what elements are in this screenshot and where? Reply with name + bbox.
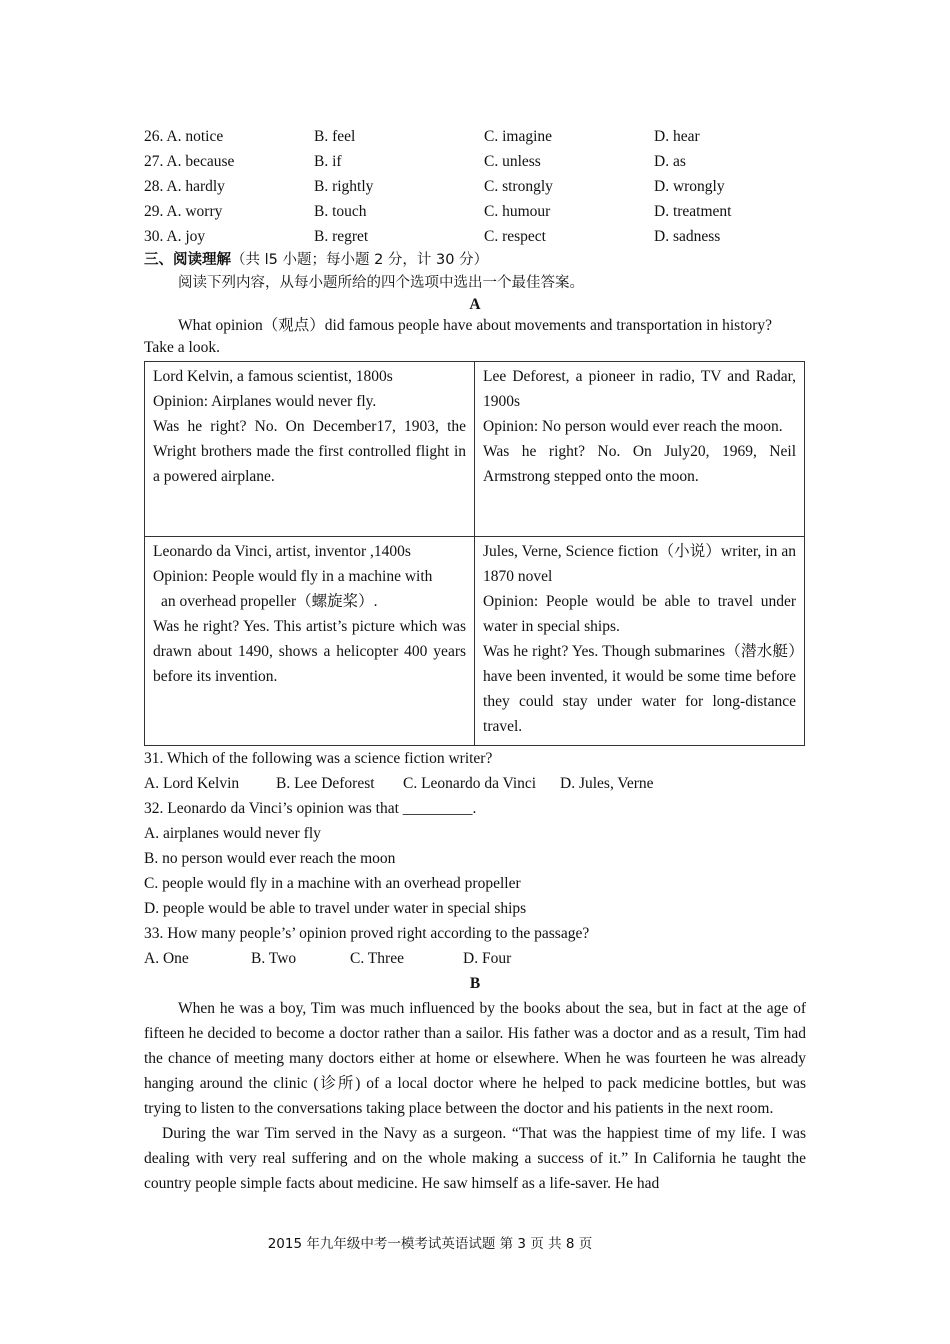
answer-option: B. Two [251, 950, 297, 967]
cell-line: Leonardo da Vinci, artist, inventor ,1400s [153, 543, 411, 560]
cell-lee-deforest [475, 362, 805, 537]
option-row-30 [144, 224, 806, 249]
option-d: D. hear [654, 128, 700, 145]
option-c: C. unless [484, 153, 541, 170]
cloze-options [144, 124, 806, 249]
opinions-table [144, 361, 805, 746]
option-row-29 [144, 199, 806, 224]
answer-option: C. people would fly in a machine with an overhead propeller [144, 875, 521, 892]
cell-line: Was he right? No. On December17, 1903, the Wright brothers made the first controlled flight in a powered airplane. [153, 418, 467, 485]
cell-leonardo-da-vinci [145, 537, 475, 746]
option-row-28 [144, 174, 806, 199]
option-a: 26. A. notice [144, 128, 224, 145]
section-title-bold: 三、阅读理解 [144, 252, 231, 268]
option-c: C. humour [484, 203, 551, 220]
option-c: C. imagine [484, 128, 553, 145]
answer-option: C. Three [350, 950, 404, 967]
cell-line: an overhead propeller（螺旋桨）. [161, 593, 378, 610]
question-33: 33. How many people’s’ opinion proved right according to the passage? [144, 925, 590, 942]
question-33-options [144, 946, 806, 971]
option-b: B. rightly [314, 178, 374, 195]
answer-option: B. no person would ever reach the moon [144, 850, 396, 867]
passage-b-paragraph-1: When he was a boy, Tim was much influenced by the books about the sea, but in fact at the age of fifteen he decided to become a doctor rather than a sailor. His father was a doctor and as a result, Tim had the chance of meeting many doctors either at home or elsewhere. When he was fourteen he was already hanging around the clinic (诊所) of a local doctor where he helped to pack medicine bottles, but was trying to listen to the conversations taking place between the doctor and his patients in the next room. [144, 1000, 806, 1117]
section-title [144, 249, 806, 271]
option-a: 27. A. because [144, 153, 235, 170]
page-footer: 2015 年九年级中考一模考试英语试题 第 3 页 共 8 页 [267, 1236, 593, 1252]
answer-option: B. Lee Deforest [276, 775, 375, 792]
cell-line: Lord Kelvin, a famous scientist, 1800s [153, 368, 393, 385]
passage-a-intro [144, 315, 806, 359]
cell-lord-kelvin [145, 362, 475, 537]
option-c: C. strongly [484, 178, 553, 195]
option-d: D. sadness [654, 228, 721, 245]
option-a: 30. A. joy [144, 228, 206, 245]
table-row [145, 362, 805, 537]
option-d: D. as [654, 153, 686, 170]
question-32: 32. Leonardo da Vinci’s opinion was that _________. [144, 800, 477, 817]
answer-option: A. airplanes would never fly [144, 825, 321, 842]
intro-line-1: What opinion（观点）did famous people have about movements and transportation in history? [178, 317, 773, 334]
option-row-26 [144, 124, 806, 149]
cell-line: Was he right? Yes. This artist’s picture which was drawn about 1490, shows a helicopter 400 years before its invention. [153, 618, 467, 685]
option-d: D. treatment [654, 203, 732, 220]
option-b: B. if [314, 153, 342, 170]
answer-option: D. Jules, Verne [560, 775, 654, 792]
answer-option: A. Lord Kelvin [144, 775, 240, 792]
cell-line: Was he right? Yes. Though submarines（潜水艇）have been invented, it would be some time before they could stay under water for long-distance travel. [483, 643, 796, 735]
question-31-options [144, 771, 806, 796]
option-d: D. wrongly [654, 178, 725, 195]
option-a: 29. A. worry [144, 203, 223, 220]
question-31: 31. Which of the following was a science fiction writer? [144, 750, 493, 767]
cell-jules-verne [475, 537, 805, 746]
intro-line-2: Take a look. [144, 339, 220, 356]
option-b: B. touch [314, 203, 367, 220]
cell-line: Opinion: Airplanes would never fly. [153, 393, 377, 410]
section-instruction: 阅读下列内容，从每小题所给的四个选项中选出一个最佳答案。 [178, 275, 584, 291]
cell-line: Was he right? No. On July20, 1969, Neil Armstrong stepped onto the moon. [483, 443, 796, 485]
passage-a-label: A [469, 296, 481, 313]
table-row [145, 537, 805, 746]
cell-line: Lee Deforest, a pioneer in radio, TV and Radar, 1900s [483, 368, 796, 410]
cell-line: Opinion: No person would ever reach the moon. [483, 418, 783, 435]
cell-line: Jules, Verne, Science fiction（小说）writer, in an 1870 novel [483, 543, 796, 585]
section-title-detail: （共 l5 小题；每小题 2 分，计 30 分） [231, 252, 489, 268]
cell-line: Opinion: People would be able to travel under water in special ships. [483, 593, 796, 635]
option-a: 28. A. hardly [144, 178, 225, 195]
answer-option: D. Four [463, 950, 512, 967]
passage-b-paragraph-2: During the war Tim served in the Navy as a surgeon. “That was the happiest time of my life. I was dealing with very real suffering and on the whole making a success of it.” In California he taught the country people simple facts about medicine. He saw himself as a life-saver. He had [144, 1125, 806, 1192]
cell-line: Opinion: People would fly in a machine with [153, 568, 433, 585]
option-b: B. feel [314, 128, 356, 145]
passage-b-label: B [469, 975, 481, 992]
option-b: B. regret [314, 228, 369, 245]
option-c: C. respect [484, 228, 546, 245]
answer-option: D. people would be able to travel under water in special ships [144, 900, 527, 917]
answer-option: A. One [144, 950, 189, 967]
answer-option: C. Leonardo da Vinci [403, 775, 537, 792]
option-row-27 [144, 149, 806, 174]
page-content [144, 124, 806, 1196]
